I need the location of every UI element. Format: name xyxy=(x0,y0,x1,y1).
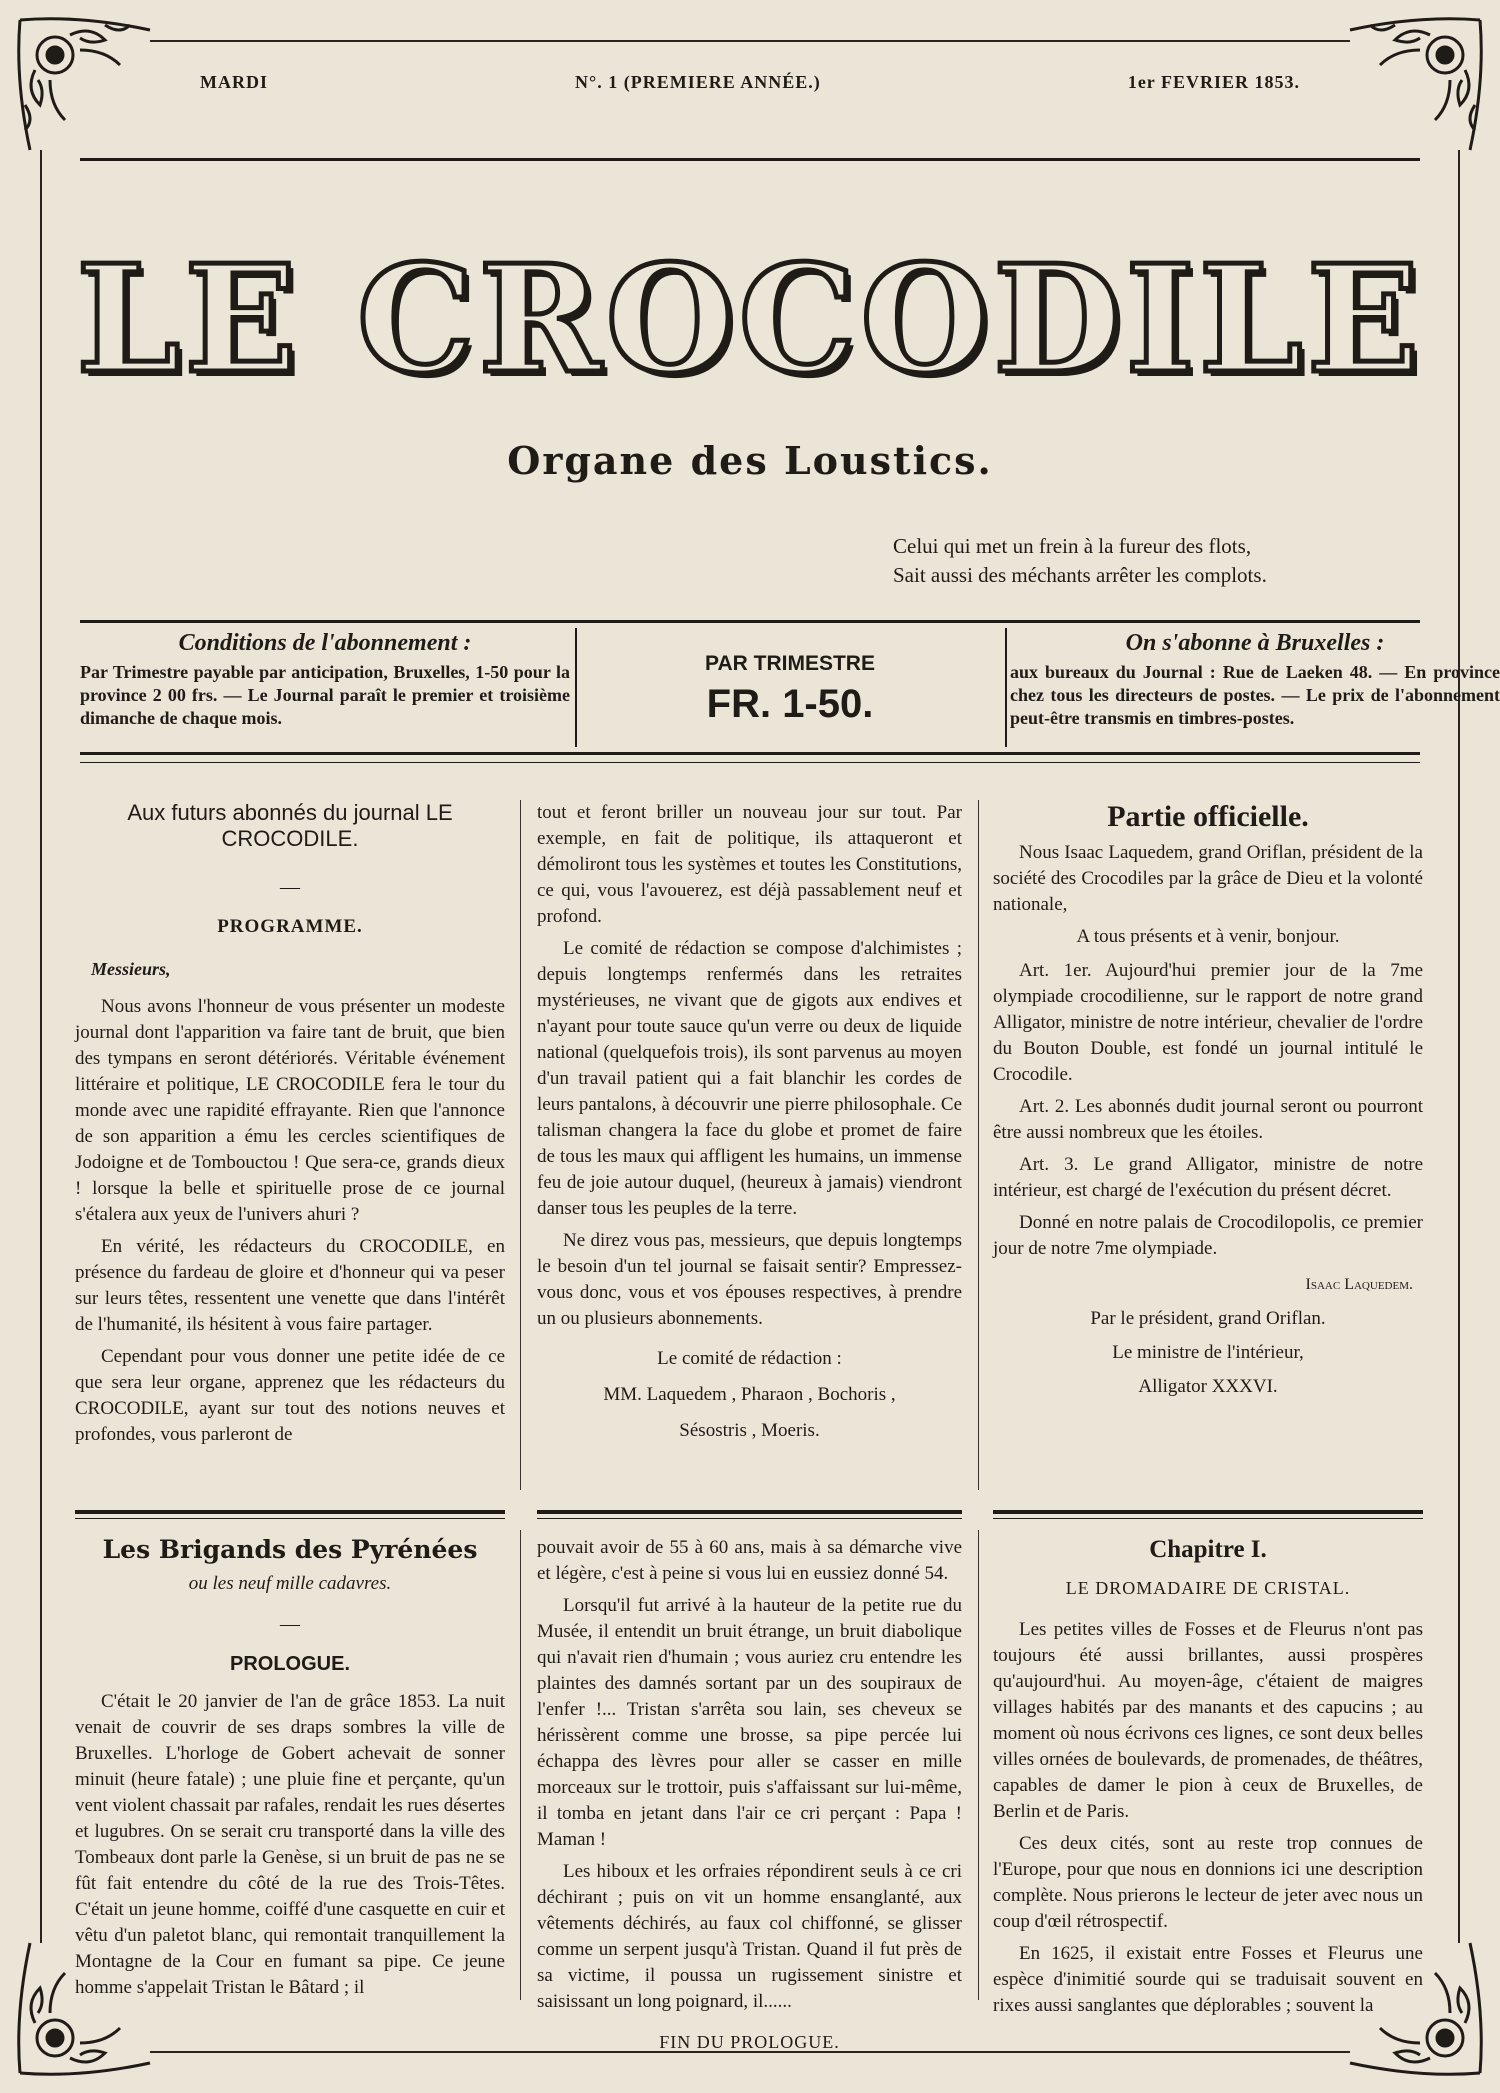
greeting: A tous présents et à venir, bonjour. xyxy=(1076,926,1340,947)
section-rule-3 xyxy=(993,1510,1423,1514)
motto-line-1: Celui qui met un frein à la fureur des flots, xyxy=(893,534,1252,558)
column-programme xyxy=(75,800,505,1454)
programme-heading: Aux futurs abonnés du journal LE CROCODILE. xyxy=(127,800,453,851)
column-serial xyxy=(75,1535,505,2007)
section-rule-1b xyxy=(75,1518,505,1519)
official-heading: Partie officielle. xyxy=(1107,800,1309,833)
column-separator-4 xyxy=(978,1530,979,2000)
signature-line: Le comité de rédaction : xyxy=(657,1348,842,1369)
band-separator-right xyxy=(1005,628,1007,747)
signer: Isaac Laquedem. xyxy=(1305,1276,1413,1293)
where-heading: On s'abonne à Bruxelles : xyxy=(1125,630,1385,656)
section-rule-1 xyxy=(75,1510,505,1514)
paragraph: Les hiboux et les orfraies répondirent seuls à ce cri déchirant ; puis on vit un homme ensanglanté, aux vêtements déchirés, au faux col chiffonné, se glisser comme un serpent jusqu'à Tristan. Quand il fut près de sa victime, il poussa un rugissement sinistre et saisissant un long poignard, il...... xyxy=(537,1861,962,2012)
ornament-corner-top-right xyxy=(1340,10,1490,160)
article-3: Art. 3. Le grand Alligator, ministre de notre intérieur, est chargé de l'exécution du présent décret. xyxy=(993,1154,1423,1201)
paragraph: C'était le 20 janvier de l'an de grâce 1853. La nuit venait de couvrir de ses draps sombres la ville de Bruxelles. L'horloge de Gobert achevait de sonner minuit (heure fatale) ; une pluie fine et perçante, qu'un vent violent chassait par rafales, rendait les rues désertes et lugubres. On se serait cru transporté dans la ville des Tombeaux dont parle la Genèse, si un bruit de pas ne se fût fait entendre du côté de la rue des Trois-Têtes. C'était un jeune homme, coiffé d'une casquette en cuir et vêtu d'un paletot blanc, qui remontait tranquillement la Montagne de la Cour en fumant sa pipe. Ce jeune homme s'appelait Tristan le Bâtard ; il xyxy=(75,1691,505,1998)
serial-title: Les Brigands des Pyrénées xyxy=(102,1535,478,1564)
signature-line: Alligator XXXVI. xyxy=(1138,1376,1278,1397)
paragraph: Les petites villes de Fosses et de Fleurus n'ont pas toujours été aussi brillantes, aussi prospères qu'aujourd'hui. Au moyen-âge, c'étaient de maigres villages habités par des manants et des capucins ; au moment où nous écrivons ces lignes, ce sont deux belles villes ornées de boulevards, de promenades, de théâtres, capables de damer le pion à ceux de Bruxelles, de Berlin et de Paris. xyxy=(993,1619,1423,1822)
column-official xyxy=(993,800,1423,1408)
signature-line: MM. Laquedem , Pharaon , Bochoris , xyxy=(603,1384,896,1405)
price-value: FR. 1-50. xyxy=(706,682,874,726)
paragraph: Donné en notre palais de Crocodilopolis, ce premier jour de notre 7me olympiade. xyxy=(993,1212,1423,1259)
dash: — xyxy=(280,876,300,898)
frame-left xyxy=(40,150,42,1943)
paragraph: En 1625, il existait entre Fosses et Fleurus une espèce d'inimitié sourde qui se traduisait souvent en rixes aussi sanglantes que déplorables ; souvent la xyxy=(993,1943,1423,2016)
paragraph: Nous avons l'honneur de vous présenter un modeste journal dont l'apparition va faire tant de bruit, que bien des tympans en seront détériorés. Véritable événement littéraire et politique, LE CROCODILE fera le tour du monde avec une rapidité effrayante. Rien que l'annonce de son apparition a ému les cercles scientifiques de Jodoigne et de Tombouctou ! Que sera-ce, grands dieux ! lorsque la belle et spirituelle prose de ce journal s'étalera aux yeux de l'univers ahuri ? xyxy=(75,996,505,1225)
paragraph: Le comité de rédaction se compose d'alchimistes ; depuis longtemps renfermés dans les retraites mystérieuses, ne vivant que de gigots aux endives et n'ayant pour toute sauce qu'un verre ou deux de liquide national (quelquefois trois), ils sont parvenus au moyen d'un travail patient qui a fait blanchir les cordes de leurs pantalons, à découvrir une pierre philosophale. Ce talisman changera la face du globe et promet de faire de tous les maux qui affligent les humains, un immense feu de joie autour duquel, (heureux à jamais) viendront danser tous les peuples de la terre. xyxy=(537,938,962,1219)
salutation: Messieurs, xyxy=(91,959,171,979)
column-separator-2 xyxy=(978,800,979,1490)
paragraph: Lorsqu'il fut arrivé à la hauteur de la petite rue du Musée, il entendit un bruit étrange, un bruit diabolique qui n'avait rien d'humain ; vous auriez cru entendre les plaintes des damnés sortant par un des soupiraux de l'enfer !... Tristan s'arrêta sou lain, ses cheveux se hérissèrent comme une brosse, sa pipe percée lui échappa des lèvres pour aller se casser en mille morceaux sur le trottoir, puis s'affaissant sur lui-même, il tomba en jetant dans l'air ce cri perçant : Papa ! Maman ! xyxy=(537,1595,962,1850)
column-chapter xyxy=(993,1535,1423,2025)
conditions-heading: Conditions de l'abonnement : xyxy=(178,630,472,656)
band-rule-bottom-2 xyxy=(80,762,1420,763)
programme-title: PROGRAMME. xyxy=(217,916,363,937)
issue-date: 1er FEVRIER 1853. xyxy=(1127,72,1300,92)
signature-line: Sésostris , Moeris. xyxy=(679,1420,820,1441)
subscription-band xyxy=(80,620,1500,755)
paragraph: Ces deux cités, sont au reste trop connues de l'Europe, pour que nous en donnions ici une description complète. Nous prierons le lecteur de jeter avec nous un coup d'œil rétrospectif. xyxy=(993,1833,1423,1932)
section-rule-2 xyxy=(537,1510,962,1514)
subscription-where xyxy=(1010,630,1500,730)
serial-subtitle: ou les neuf mille cadavres. xyxy=(188,1573,392,1594)
band-rule-bottom xyxy=(80,752,1420,755)
motto xyxy=(893,532,1333,590)
issue-number: N°. 1 (PREMIERE ANNÉE.) xyxy=(575,72,821,92)
section-rule-3b xyxy=(993,1518,1423,1519)
prologue-end: FIN DU PROLOGUE. xyxy=(659,2032,840,2052)
paragraph: pouvait avoir de 55 à 60 ans, mais à sa démarche vive et légère, c'est à peine si vous lui en eussiez donné 54. xyxy=(537,1537,962,1584)
article-1: Art. 1er. Aujourd'hui premier jour de la 7me olympiade crocodilienne, sur le rapport de notre grand Alligator, ministre de notre intérieur, chevalier de l'ordre du Bouton Double, est fondé un journal intitulé le Crocodile. xyxy=(993,960,1423,1085)
subscription-price xyxy=(580,630,1000,727)
paragraph: Ne direz vous pas, messieurs, que depuis longtemps le besoin d'un tel journal se faisait sentir? Empressez-vous donc, vous et vos épouses respectives, à prendre un ou plusieurs abonnements. xyxy=(537,1230,962,1329)
signature-line: Le ministre de l'intérieur, xyxy=(1112,1342,1304,1363)
prologue-heading: PROLOGUE. xyxy=(229,1653,350,1675)
editorial-signature xyxy=(537,1346,962,1444)
paragraph: Nous Isaac Laquedem, grand Oriflan, président de la société des Crocodiles par la grâce de Dieu et la volonté nationale, xyxy=(993,842,1423,915)
dateline-rule xyxy=(80,158,1420,161)
conditions-text: Par Trimestre payable par anticipation, Bruxelles, 1-50 pour la province 2 00 frs. — Le Journal paraît le premier et troisième dimanche de chaque mois. xyxy=(80,662,570,728)
section-rule-2b xyxy=(537,1518,962,1519)
signature-line: Par le président, grand Oriflan. xyxy=(1090,1308,1326,1329)
where-text: aux bureaux du Journal : Rue de Laeken 48. — En province chez tous les directeurs de postes. — Le prix de l'abonnement peut-être transmis en timbres-postes. xyxy=(1010,662,1500,728)
subscription-conditions xyxy=(80,630,570,730)
frame-top xyxy=(150,40,1350,42)
chapter-title: Chapitre I. xyxy=(1149,1536,1267,1563)
column-separator-1 xyxy=(520,800,521,1490)
frame-right xyxy=(1458,150,1460,1943)
paragraph: tout et feront briller un nouveau jour sur tout. Par exemple, en fait de politique, ils attaqueront et démoliront tous les systèmes et toutes les Constitutions, ce qui, vous l'avouerez, est déjà passablement neuf et profond. xyxy=(537,802,962,927)
dateline xyxy=(200,72,1300,93)
band-separator-left xyxy=(575,628,577,747)
chapter-subtitle: LE DROMADAIRE DE CRISTAL. xyxy=(1065,1578,1351,1598)
masthead-title: LE CROCODILE xyxy=(76,232,1424,406)
band-rule-top xyxy=(80,620,1420,623)
motto-line-2: Sait aussi des méchants arrêter les complots. xyxy=(893,563,1267,587)
masthead-subtitle: Organe des Loustics. xyxy=(507,438,993,483)
column-programme-cont xyxy=(537,800,962,1454)
day-label: MARDI xyxy=(200,72,268,92)
ornament-corner-top-left xyxy=(10,10,160,160)
column-serial-cont xyxy=(537,1535,962,2055)
paragraph: En vérité, les rédacteurs du CROCODILE, en présence du fardeau de gloire et d'honneur qui va peser sur leurs têtes, ressentent une venette que dans l'intérêt de l'humanité, ils hésitent à vous faire partager. xyxy=(75,1236,505,1335)
column-separator-3 xyxy=(520,1530,521,2000)
article-2: Art. 2. Les abonnés dudit journal seront ou pourront être aussi nombreux que les étoiles. xyxy=(993,1096,1423,1143)
dash: — xyxy=(280,1613,300,1635)
price-label: PAR TRIMESTRE xyxy=(705,652,875,675)
paragraph: Cependant pour vous donner une petite idée de ce que sera leur organe, apprenez que les rédacteurs du CROCODILE, ayant sur tout des notions neuves et profondes, vous parleront de xyxy=(75,1346,505,1445)
